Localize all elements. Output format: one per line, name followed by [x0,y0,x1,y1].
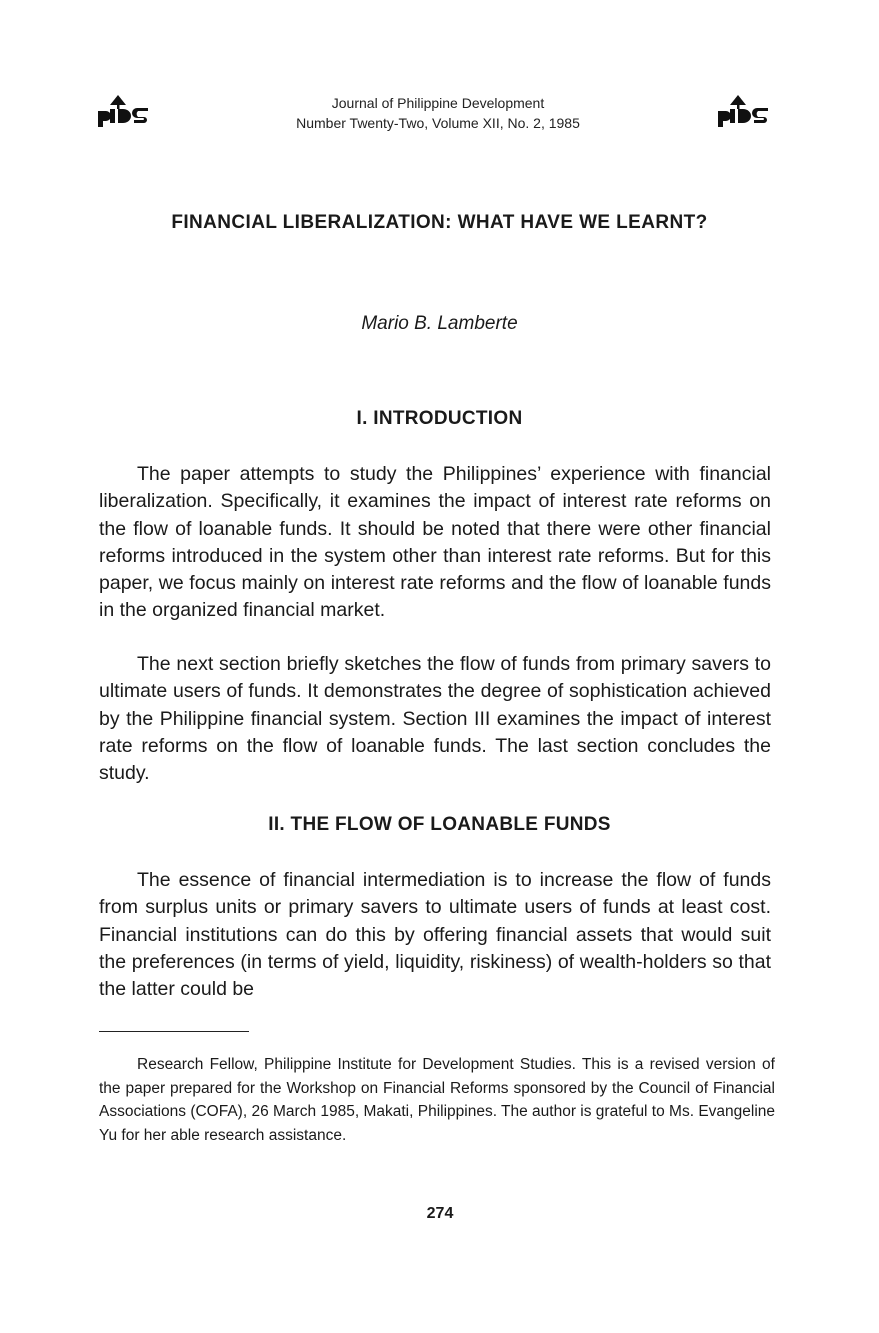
footnote-divider [99,1031,249,1032]
paragraph-introduction-1: The paper attempts to study the Philippines’ experience with financial liberalization. Specifically, it examines the impact of interest rate reforms on the flow of loanable funds. It should be noted that there were other financial reforms introduced in the system other than interest rate reforms. But for this paper, we focus mainly on interest rate reforms and the flow of loanable funds in the organized financial market. [99,463,771,622]
footnote: Research Fellow, Philippine Institute for Development Studies. This is a revised version of the paper prepared for the Workshop on Financial Reforms sponsored by the Council of Financial Associations (COFA), 26 March 1985, Makati, Philippines. The author is grateful to Ms. Evangeline Yu for her able research assistance. [99,1056,776,1144]
paragraph-flow-of-funds-1: The essence of financial intermediation is to increase the flow of funds from surplus units or primary savers to ultimate users of funds at least cost. Financial institutions can do this by offering financial assets that would suit the preferences (in terms of yield, liquidity, riskiness) of wealth-holders so that the latter could be [99,869,771,1001]
article-author: Mario B. Lamberte [361,313,518,334]
paragraph-introduction-2: The next section briefly sketches the flow of funds from primary savers to ultimate users of funds. It demonstrates the degree of sophistication achieved by the Philippine financial system. Section III examines the impact of interest rate reforms on the flow of loanable funds. The last section concludes the study. [99,653,771,785]
pids-logo-left [96,94,156,128]
section-heading-flow-of-funds: II. THE FLOW OF LOANABLE FUNDS [268,814,611,835]
journal-name: Journal of Philippine Development [331,95,545,111]
pids-logo-icon [96,94,156,128]
journal-header [200,93,676,133]
page-number: 274 [426,1205,454,1222]
pids-logo-icon [716,94,776,128]
section-heading-introduction: I. INTRODUCTION [356,408,523,429]
journal-issue: Number Twenty-Two, Volume XII, No. 2, 1985 [296,115,580,131]
pids-logo-right [716,94,776,128]
article-title: FINANCIAL LIBERALIZATION: WHAT HAVE WE LEARNT? [171,212,708,233]
